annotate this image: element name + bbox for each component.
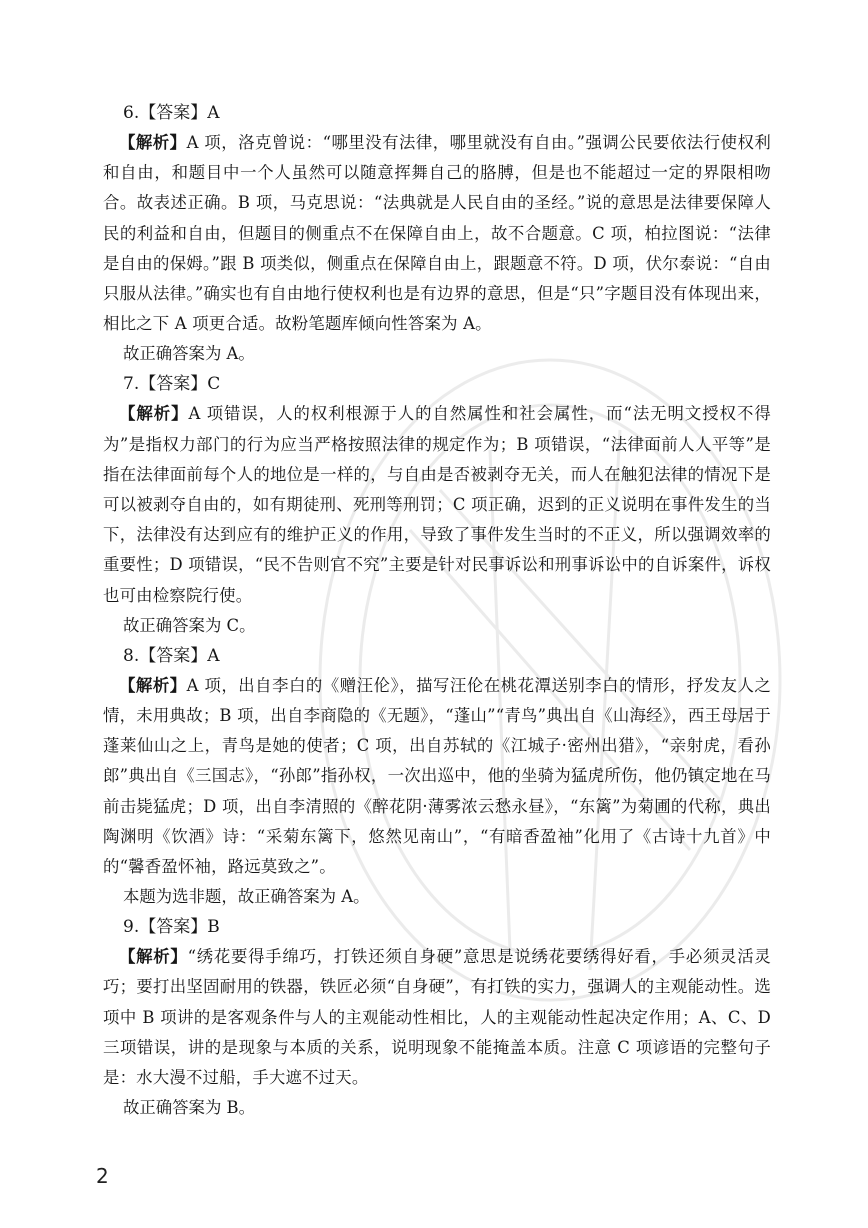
question-9 [103,912,771,1123]
conclusion: 本题为选非题，故正确答案为 A。 [123,887,370,907]
analysis-text: A 项，出自李白的《赠汪伦》，描写汪伦在桃花潭送别李白的情形，抒发友人之情，未用典故；B 项，出自李商隐的《无题》，“蓬山”“青鸟”典出自《山海经》，西王母居于蓬莱仙山之上，青鸟是她的使者；C 项，出自苏轼的《江城子·密州出猎》，“亲射虎，看孙郎”典出自《三国志》，“孙郎”指孙权，一次出巡中，他的坐骑为猛虎所伤，他仍镇定地在马前击毙猛虎；D 项，出自李清照的《醉花阴·薄雾浓云愁永昼》，“东篱”为菊圃的代称，典出陶渊明《饮酒》诗：“采菊东篱下，悠然见南山”，“有暗香盈袖”化用了《古诗十九首》中的“馨香盈怀袖，路远莫致之”。 [103,675,772,877]
analysis-paragraph [103,128,771,339]
analysis-tag: 【解析】 [119,404,189,424]
analysis-text: A 项错误，人的权利根源于人的自然属性和社会属性，而“法无明文授权不得为”是指权力部门的行为应当严格按照法律的规定作为；B 项错误，“法律面前人人平等”是指在法律面前每个人的地位是一样的，与自由是否被剥夺无关，而人在触犯法律的情况下是可以被剥夺自由的，如有期徒刑、死刑等刑罚；C 项正确，迟到的正义说明在事件发生的当下，法律没有达到应有的维护正义的作用，导致了事件发生当时的不正义，所以强调效率的重要性；D 项错误，“民不告则官不究”主要是针对民事诉讼和刑事诉讼中的自诉案件，诉权也可由检察院行使。 [103,404,771,605]
answer-label: 7.【答案】C [123,374,221,395]
analysis-paragraph [103,399,771,610]
analysis-paragraph [103,942,771,1093]
analysis-text: “绣花要得手绵巧，打铁还须自身硬”意思是说绣花要绣得好看，手必须灵活灵巧；要打出坚固耐用的铁器，铁匠必须“自身硬”，有打铁的实力，强调人的主观能动性。选项中 B 项讲的是客观条件与人的主观能动性相比，人的主观能动性起决定作用；A、C、D 三项错误，讲的是现象与本质的关系，说明现象不能掩盖本质。注意 C 项谚语的完整句子是：水大漫不过船，手大遮不过天。 [103,947,771,1088]
question-8 [103,641,771,912]
analysis-paragraph [103,671,771,882]
question-7 [103,369,771,640]
page-number: 2 [96,1164,109,1188]
analysis-tag: 【解析】 [119,133,187,152]
answer-content [103,98,771,1123]
analysis-tag: 【解析】 [119,675,187,695]
analysis-tag: 【解析】 [119,947,188,967]
conclusion: 故正确答案为 A。 [123,344,255,364]
analysis-text: A 项，洛克曾说：“哪里没有法律，哪里就没有自由。”强调公民要依法行使权利和自由，和题目中一个人虽然可以随意挥舞自己的胳膊，但是也不能超过一定的界限相吻合。故表述正确。B 项，马克思说：“法典就是人民自由的圣经。”说的意思是法律要保障人民的利益和自由，但题目的侧重点不在保障自由上，故不合题意。C 项，柏拉图说：“法律是自由的保姆。”跟 B 项类似，侧重点在保障自由上，跟题意不符。D 项，伏尔泰说：“自由只服从法律。”确实也有自由地行使权利也是有边界的意思，但是“只”字题目没有体现出来，相比之下 A 项更合适。故粉笔题库倾向性答案为 A。 [103,133,772,334]
answer-label: 9.【答案】B [123,917,220,938]
answer-label: 8.【答案】A [123,645,220,666]
answer-label: 6.【答案】A [123,103,220,123]
question-6 [103,98,771,369]
conclusion: 故正确答案为 C。 [123,615,256,635]
conclusion: 故正确答案为 B。 [123,1098,255,1118]
